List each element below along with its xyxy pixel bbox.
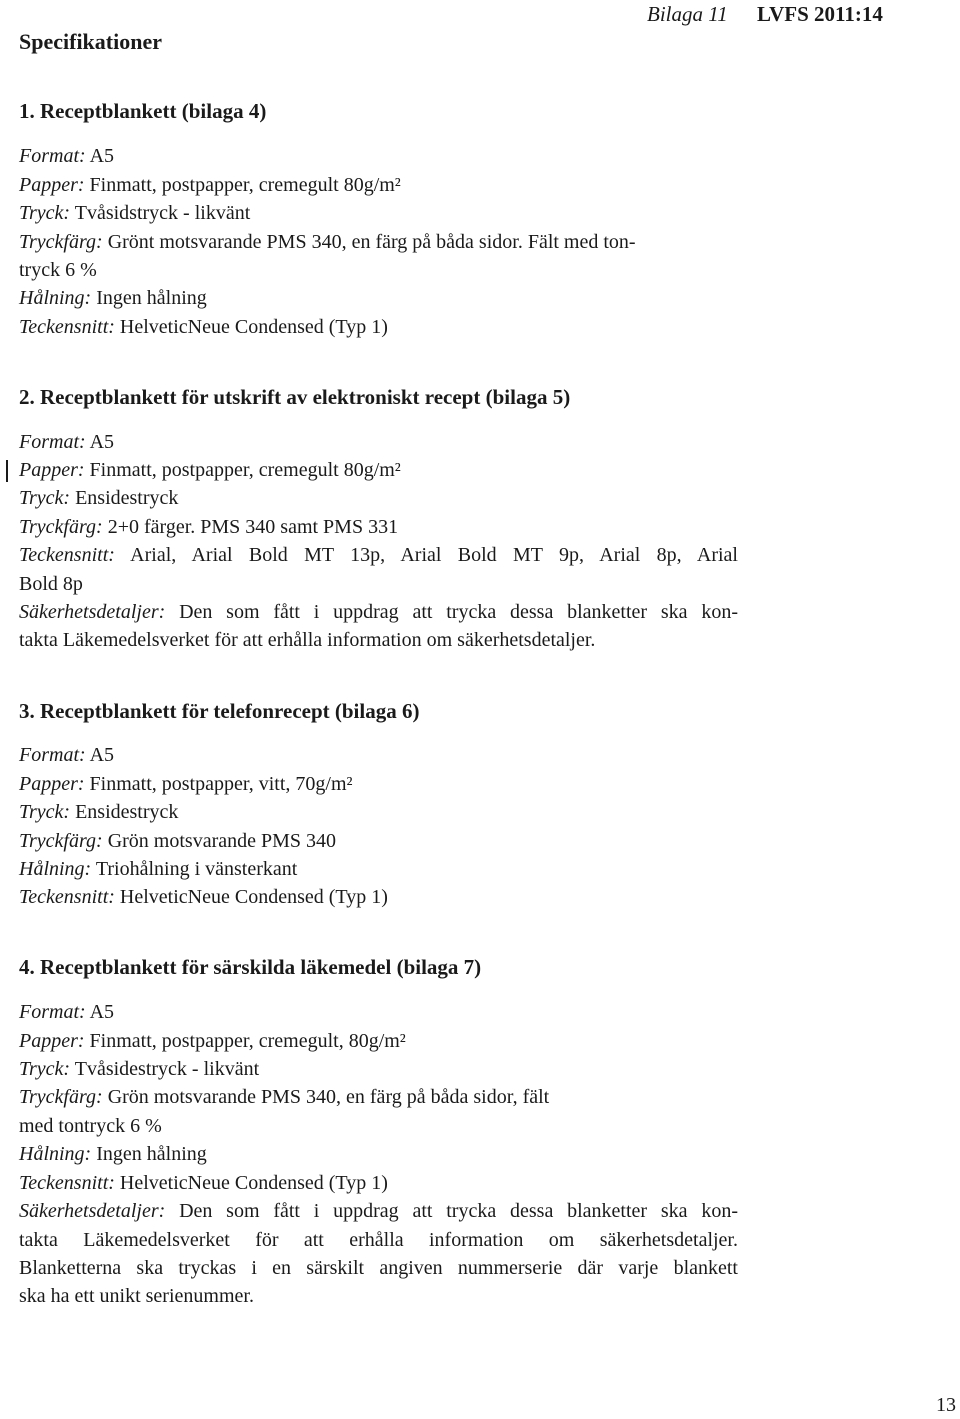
spec-line: med tontryck 6 % (19, 1115, 162, 1137)
spec-line: Tryckfärg: Grönt motsvarande PMS 340, en färg på båda sidor. Fält med ton- (19, 231, 636, 253)
spec-line: Hålning: Triohålning i vänsterkant (19, 858, 298, 880)
section-heading-1: 1. Receptblankett (bilaga 4) (19, 99, 267, 123)
spec-line: Papper: Finmatt, postpapper, cremegult, 80g/m² (19, 1030, 406, 1052)
page-number: 13 (936, 1394, 956, 1416)
spec-line: ska ha ett unikt serienummer. (19, 1285, 254, 1307)
spec-line: tryck 6 % (19, 259, 97, 281)
spec-line: Tryckfärg: 2+0 färger. PMS 340 samt PMS 331 (19, 516, 399, 538)
spec-line: Säkerhetsdetaljer: Den som fått i uppdrag att trycka dessa blanketter ska kon- (19, 1200, 738, 1222)
spec-line: Bold 8p (19, 573, 83, 595)
spec-line: Teckensnitt: Arial, Arial Bold MT 13p, Arial Bold MT 9p, Arial 8p, Arial (19, 544, 738, 566)
page-title: Specifikationer (19, 29, 162, 54)
change-bar (6, 460, 8, 482)
spec-line: Teckensnitt: HelveticNeue Condensed (Typ 1) (19, 316, 388, 338)
spec-line: Tryck: Ensidestryck (19, 801, 179, 823)
spec-line: Tryck: Tvåsidstryck - likvänt (19, 202, 251, 224)
spec-line: Format: A5 (19, 145, 115, 167)
spec-line: Tryckfärg: Grön motsvarande PMS 340, en färg på båda sidor, fält (19, 1086, 550, 1108)
spec-line: Format: A5 (19, 431, 115, 453)
spec-line: Tryckfärg: Grön motsvarande PMS 340 (19, 830, 337, 852)
spec-line: Format: A5 (19, 1001, 115, 1023)
spec-line: takta Läkemedelsverket för att erhålla information om säkerhetsdetaljer. (19, 629, 596, 651)
section-heading-3: 3. Receptblankett för telefonrecept (bilaga 6) (19, 699, 420, 723)
spec-line: Papper: Finmatt, postpapper, cremegult 80g/m² (19, 459, 401, 481)
spec-line: Tryck: Ensidestryck (19, 487, 179, 509)
spec-line: Teckensnitt: HelveticNeue Condensed (Typ 1) (19, 1172, 388, 1194)
section-heading-2: 2. Receptblankett för utskrift av elektroniskt recept (bilaga 5) (19, 385, 571, 409)
spec-line: Teckensnitt: HelveticNeue Condensed (Typ 1) (19, 886, 388, 908)
spec-line: Tryck: Tvåsidestryck - likvänt (19, 1058, 260, 1080)
spec-line: Hålning: Ingen hålning (19, 287, 207, 309)
spec-line: Säkerhetsdetaljer: Den som fått i uppdrag att trycka dessa blanketter ska kon- (19, 601, 738, 623)
spec-line: Hålning: Ingen hålning (19, 1143, 207, 1165)
regulation-code: LVFS 2011:14 (757, 2, 883, 26)
spec-line: Papper: Finmatt, postpapper, cremegult 80g/m² (19, 174, 401, 196)
spec-line: Papper: Finmatt, postpapper, vitt, 70g/m² (19, 773, 353, 795)
spec-line: Blanketterna ska tryckas i en särskilt angiven nummerserie där varje blankett (19, 1257, 738, 1279)
annex-label: Bilaga 11 (647, 2, 728, 26)
spec-line: takta Läkemedelsverket för att erhålla information om säkerhetsdetaljer. (19, 1229, 738, 1251)
spec-line: Format: A5 (19, 744, 115, 766)
section-heading-4: 4. Receptblankett för särskilda läkemedel (bilaga 7) (19, 955, 482, 979)
